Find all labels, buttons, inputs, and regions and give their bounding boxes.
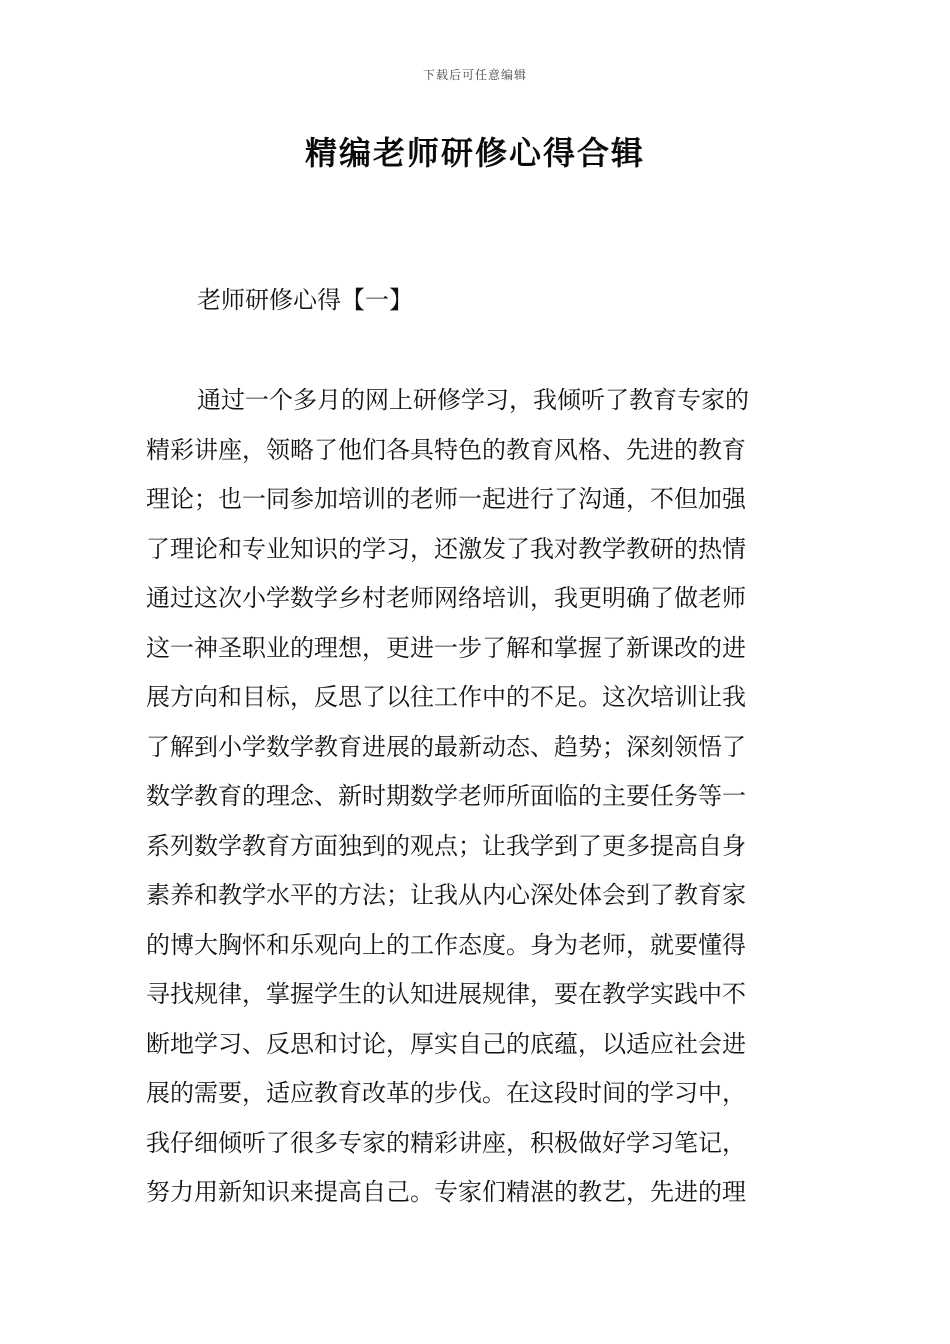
body-line: 这一神圣职业的理想，更进一步了解和掌握了新课改的进: [146, 633, 746, 662]
body-line: 努力用新知识来提高自己。专家们精湛的教艺，先进的理: [146, 1178, 746, 1206]
body-line: 系列数学教育方面独到的观点；让我学到了更多提高自身: [146, 831, 746, 860]
body-line: 展的需要，适应教育改革的步伐。在这段时间的学习中，: [146, 1079, 746, 1107]
body-line: 通过这次小学数学乡村老师网络培训，我更明确了做老师: [146, 584, 746, 612]
document-title: 精编老师研修心得合辑: [304, 134, 645, 172]
body-line: 了解到小学数学教育进展的最新动态、趋势；深刻领悟了: [146, 732, 746, 761]
body-line: 数学教育的理念、新时期数学老师所面临的主要任务等一: [146, 782, 746, 810]
body-line: 断地学习、反思和讨论，厚实自己的底蕴，以适应社会进: [146, 1029, 746, 1058]
body-line: 了理论和专业知识的学习，还激发了我对教学教研的热情: [146, 534, 746, 563]
body-line: 我仔细倾听了很多专家的精彩讲座，积极做好学习笔记，: [146, 1128, 746, 1157]
body-line: 通过一个多月的网上研修学习，我倾听了教育专家的: [197, 386, 749, 414]
body-line: 精彩讲座，领略了他们各具特色的教育风格、先进的教育: [146, 435, 746, 464]
body-paragraph: [146, 376, 806, 1218]
header-note: 下载后可任意编辑: [422, 68, 527, 82]
body-line: 寻找规律，掌握学生的认知进展规律，要在教学实践中不: [146, 980, 746, 1008]
body-line: 的博大胸怀和乐观向上的工作态度。身为老师，就要懂得: [146, 930, 746, 959]
body-line: 展方向和目标，反思了以往工作中的不足。这次培训让我: [146, 683, 746, 711]
section-heading: 老师研修心得【一】: [197, 286, 413, 314]
body-line: 理论；也一同参加培训的老师一起进行了沟通，不但加强: [146, 485, 746, 513]
body-line: 素养和教学水平的方法；让我从内心深处体会到了教育家: [146, 881, 746, 909]
